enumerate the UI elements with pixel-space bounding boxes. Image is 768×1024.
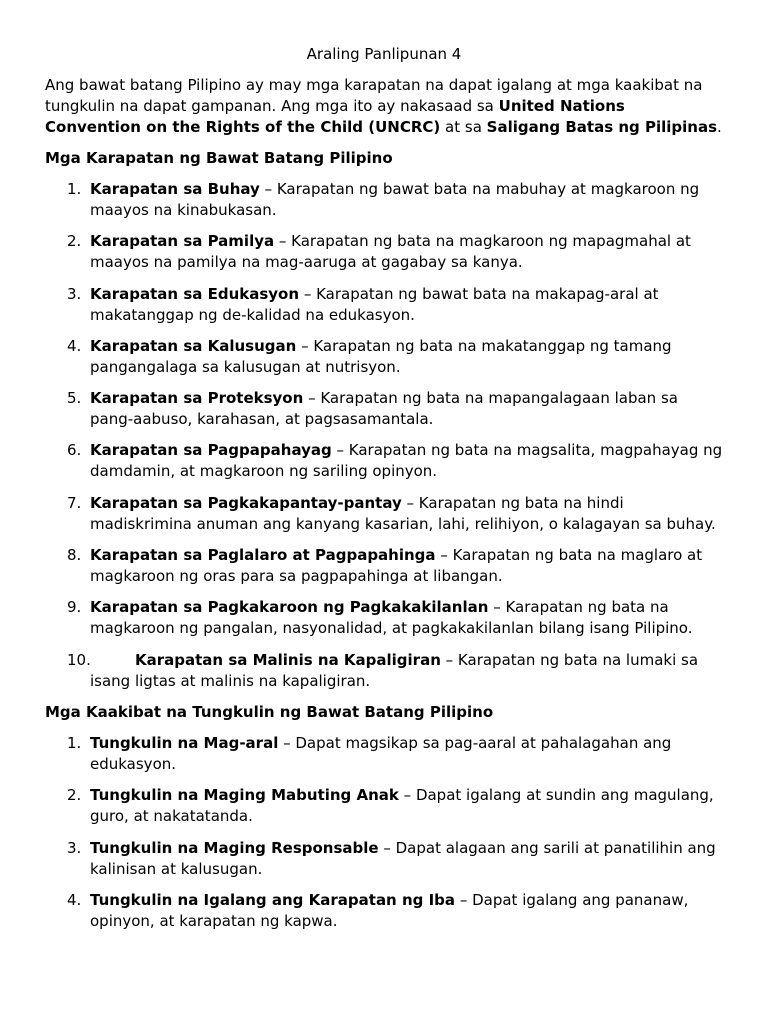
list-number: 5. [67, 389, 82, 408]
list-term: Karapatan sa Buhay [90, 180, 260, 198]
list-term: Tungkulin na Mag-aral [90, 733, 279, 752]
list-item [45, 336, 723, 378]
list-term: Karapatan sa Pagkakapantay-pantay [90, 493, 402, 512]
rights-heading: Mga Karapatan ng Bawat Batang Pilipino [45, 149, 393, 167]
list-item [45, 388, 723, 430]
duties-list [45, 733, 723, 932]
list-term: Karapatan sa Pagpapahayag [90, 441, 332, 460]
list-item [45, 733, 723, 775]
list-desc: – Karapatan ng bata na makatanggap ng tamang pangangalaga sa kalusugan at nutrisyon. [90, 336, 672, 376]
list-item [45, 597, 723, 639]
list-number: 1. [67, 733, 82, 752]
list-term: Tungkulin na Igalang ang Karapatan ng Iba [90, 890, 456, 909]
list-term: Karapatan sa Pagkakaroon ng Pagkakakilanlan [90, 598, 489, 617]
intro-bold-saligang-batas: Saligang Batas ng Pilipinas [486, 118, 718, 136]
list-item [45, 179, 723, 221]
list-indent [90, 651, 135, 669]
list-term: Karapatan sa Edukasyon [90, 284, 300, 303]
list-desc: – Karapatan ng bata na magkaroon ng pangalan, nasyonalidad, at pagkakakilanlan bilang isang Pilipino. [90, 598, 693, 638]
list-number: 1. [67, 180, 82, 198]
list-number: 7. [67, 493, 82, 512]
list-item [45, 493, 723, 535]
list-desc: – Karapatan ng bata na lumaki sa isang ligtas at malinis na kapaligiran. [90, 650, 699, 690]
document-title: Araling Panlipunan 4 [306, 45, 462, 63]
list-item [45, 545, 723, 587]
list-desc: – Dapat magsikap sa pag-aaral at pahalagahan ang edukasyon. [90, 733, 672, 773]
list-term: Tungkulin na Maging Responsable [90, 838, 379, 857]
list-term: Karapatan sa Malinis na Kapaligiran [135, 650, 441, 669]
list-number: 10. [67, 650, 91, 669]
list-term: Karapatan sa Proteksyon [90, 389, 304, 408]
intro-text-3: . [717, 118, 722, 136]
list-desc: – Karapatan ng bata na maglaro at magkaroon ng oras para sa pagpapahinga at libangan. [90, 546, 703, 586]
list-number: 2. [67, 232, 82, 251]
list-number: 8. [67, 546, 82, 565]
rights-list [45, 179, 723, 692]
list-item [45, 785, 723, 827]
list-desc: – Karapatan ng bata na mapangalagaan laban sa pang-aabuso, karahasan, at pagsasamantala. [90, 389, 678, 429]
intro-text-2: at sa [440, 118, 487, 136]
list-item [45, 231, 723, 273]
list-desc: – Dapat igalang ang pananaw, opinyon, at karapatan ng kapwa. [90, 890, 689, 930]
intro-bold-uncrc: United Nations Convention on the Rights of the Child (UNCRC) [45, 97, 625, 136]
list-term: Karapatan sa Kalusugan [90, 336, 297, 355]
list-number: 2. [67, 786, 82, 805]
list-desc: – Karapatan ng bata na magsalita, magpahayag ng damdamin, at magkaroon ng sariling opinyon. [90, 441, 723, 481]
list-number: 3. [67, 838, 82, 857]
list-item [45, 650, 723, 692]
list-number: 4. [67, 336, 82, 355]
list-desc: – Dapat igalang at sundin ang magulang, guro, at nakatatanda. [90, 786, 714, 826]
list-term: Karapatan sa Pamilya [90, 232, 275, 251]
list-desc: – Karapatan ng bawat bata na makapag-aral at makatanggap ng de-kalidad na edukasyon. [90, 284, 659, 324]
list-number: 3. [67, 284, 82, 303]
list-item [45, 440, 723, 482]
list-item [45, 838, 723, 880]
list-desc: – Dapat alagaan ang sarili at panatilihin ang kalinisan at kalusugan. [90, 838, 716, 878]
list-item [45, 890, 723, 932]
list-number: 9. [67, 598, 82, 617]
duties-heading: Mga Kaakibat na Tungkulin ng Bawat Batang Pilipino [45, 702, 494, 721]
intro-text-1: Ang bawat batang Pilipino ay may mga karapatan na dapat igalang at mga kaakibat na tungkulin na dapat gampanan. Ang mga ito ay nakasaad sa [45, 76, 703, 115]
list-desc: – Karapatan ng bata na magkaroon ng mapagmahal at maayos na pamilya na mag-aaruga at gagabay sa kanya. [90, 232, 691, 272]
list-item [45, 284, 723, 326]
list-term: Karapatan sa Paglalaro at Pagpapahinga [90, 546, 436, 565]
list-desc: – Karapatan ng bawat bata na mabuhay at magkaroon ng maayos na kinabukasan. [90, 180, 700, 219]
list-desc: – Karapatan ng bata na hindi madiskrimina anuman ang kanyang kasarian, lahi, relihiyon, o kalagayan sa buhay. [90, 493, 716, 533]
intro-paragraph [45, 75, 723, 138]
list-number: 6. [67, 441, 82, 460]
list-term: Tungkulin na Maging Mabuting Anak [90, 786, 399, 805]
list-number: 4. [67, 890, 82, 909]
